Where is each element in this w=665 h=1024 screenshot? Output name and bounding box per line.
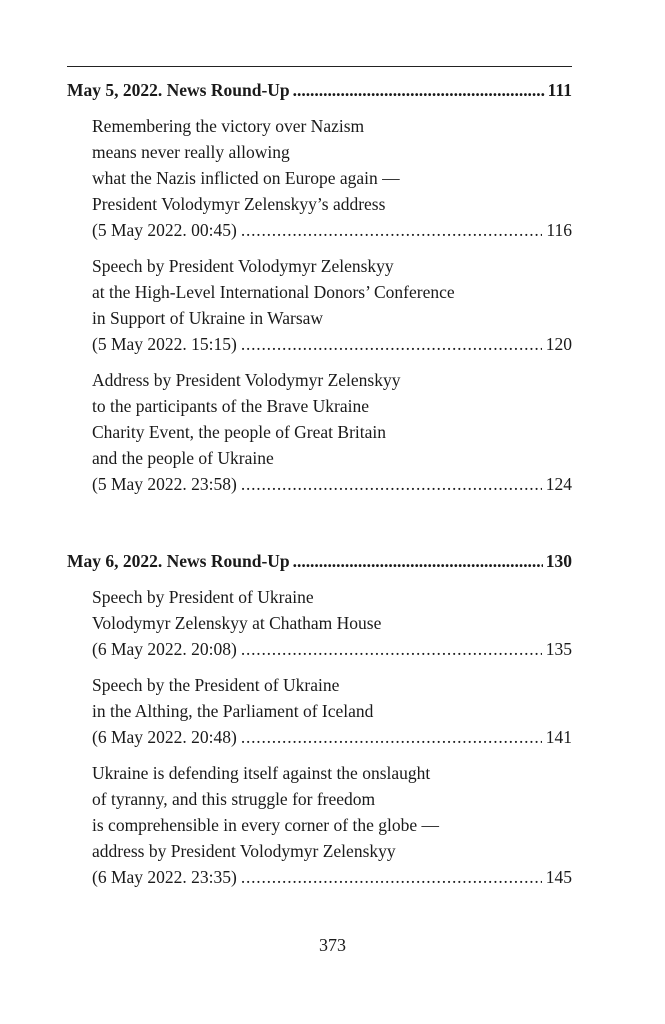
entry-line: President Volodymyr Zelenskyy’s address [92, 194, 386, 214]
toc-entry [92, 760, 572, 890]
section-heading-title: May 6, 2022. News Round-Up [67, 551, 290, 571]
top-rule [67, 66, 572, 67]
section-heading-title: May 5, 2022. News Round-Up [67, 80, 290, 100]
toc-entry [92, 672, 572, 750]
toc-entry [92, 367, 572, 497]
entry-line: is comprehensible in every corner of the globe — [92, 815, 439, 835]
dot-leader [293, 78, 545, 103]
entry-page: 116 [546, 220, 572, 240]
entry-line: Volodymyr Zelenskyy at Chatham House [92, 613, 382, 633]
toc-section [67, 549, 572, 890]
entry-page: 120 [545, 334, 572, 354]
entry-date-line [92, 471, 572, 497]
entry-date-line [92, 636, 572, 662]
entry-line: means never really allowing [92, 142, 290, 162]
toc-entry [92, 113, 572, 243]
entry-line: Charity Event, the people of Great Britain [92, 422, 387, 442]
entry-page: 124 [545, 474, 572, 494]
entry-date: (5 May 2022. 23:58) [92, 474, 237, 494]
entry-date-line [92, 217, 572, 243]
page-number: 373 [319, 935, 346, 955]
table-of-contents [67, 78, 572, 890]
dot-leader [241, 217, 543, 243]
entry-line: at the High-Level International Donors’ Conference [92, 282, 455, 302]
entry-line: Remembering the victory over Nazism [92, 116, 365, 136]
dot-leader [241, 724, 542, 750]
entry-line: Address by President Volodymyr Zelenskyy [92, 370, 401, 390]
entry-line: of tyranny, and this struggle for freedom [92, 789, 376, 809]
section-heading-page: 111 [547, 80, 572, 100]
section-heading-page: 130 [545, 551, 572, 571]
entry-date: (6 May 2022. 20:08) [92, 639, 237, 659]
dot-leader [293, 549, 543, 574]
dot-leader [241, 864, 542, 890]
entry-date: (5 May 2022. 15:15) [92, 334, 237, 354]
entry-date: (6 May 2022. 23:35) [92, 867, 237, 887]
entry-page: 141 [545, 727, 572, 747]
entry-line: Speech by President of Ukraine [92, 587, 314, 607]
dot-leader [241, 471, 542, 497]
dot-leader [241, 331, 542, 357]
entry-line: in the Althing, the Parliament of Iceland [92, 701, 374, 721]
entry-date: (5 May 2022. 00:45) [92, 220, 237, 240]
entry-line: and the people of Ukraine [92, 448, 274, 468]
section-heading [67, 78, 572, 103]
entry-line: Speech by President Volodymyr Zelenskyy [92, 256, 394, 276]
entry-page: 145 [545, 867, 572, 887]
dot-leader [241, 636, 542, 662]
entry-date-line [92, 724, 572, 750]
entry-page: 135 [545, 639, 572, 659]
entry-line: Speech by the President of Ukraine [92, 675, 340, 695]
entry-line: address by President Volodymyr Zelenskyy [92, 841, 396, 861]
entry-date: (6 May 2022. 20:48) [92, 727, 237, 747]
entry-line: Ukraine is defending itself against the onslaught [92, 763, 431, 783]
entry-line: what the Nazis inflicted on Europe again — [92, 168, 400, 188]
toc-entry [92, 584, 572, 662]
section-heading [67, 549, 572, 574]
entry-date-line [92, 331, 572, 357]
entry-date-line [92, 864, 572, 890]
toc-entry [92, 253, 572, 357]
entry-line: in Support of Ukraine in Warsaw [92, 308, 324, 328]
entry-line: to the participants of the Brave Ukraine [92, 396, 369, 416]
toc-section [67, 78, 572, 497]
